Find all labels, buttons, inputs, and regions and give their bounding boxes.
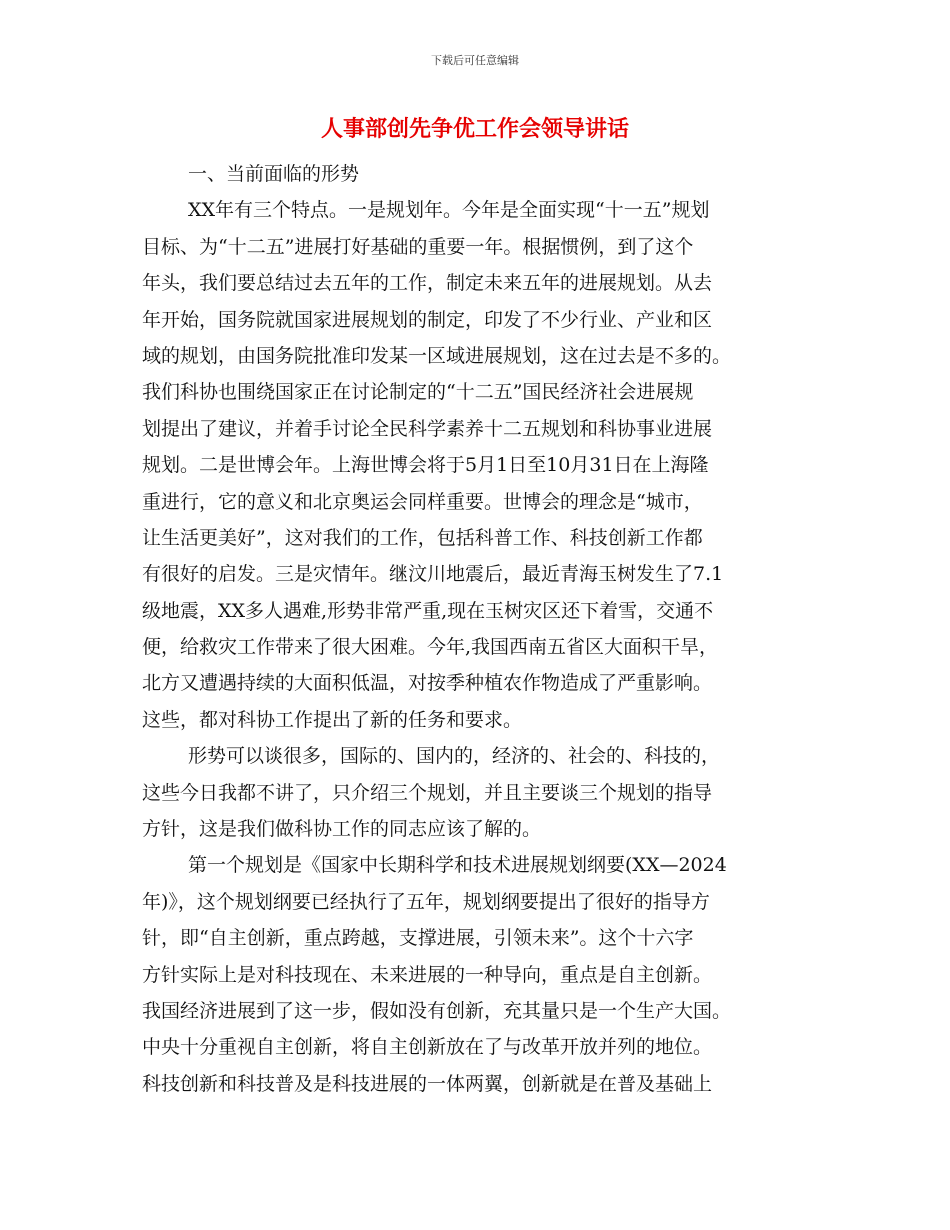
paragraph-line: 便，给救灾工作带来了很大困难。今年,我国西南五省区大面积干旱， xyxy=(142,636,719,659)
paragraph-line: 让生活更美好”，这对我们的工作，包括科普工作、科技创新工作都 xyxy=(142,526,703,549)
paragraph-line: 我国经济进展到了这一步，假如没有创新，充其量只是一个生产大国。 xyxy=(142,999,732,1022)
paragraph-line: 年开始，国务院就国家进展规划的制定，印发了不少行业、产业和区 xyxy=(142,308,713,331)
paragraph-line: 中央十分重视自主创新，将自主创新放在了与改革开放并列的地位。 xyxy=(142,1036,713,1059)
paragraph-line: 重进行，它的意义和北京奥运会同样重要。世博会的理念是“城市， xyxy=(142,490,703,513)
paragraph-line: 针，即“自主创新，重点跨越，支撑进展，引领未来”。这个十六字 xyxy=(142,927,694,950)
paragraph-line: 北方又遭遇持续的大面积低温，对按季种植农作物造成了严重影响。 xyxy=(142,672,713,695)
paragraph-line: 规划。二是世博会年。上海世博会将于5月1日至10月31日在上海隆 xyxy=(142,454,709,477)
paragraph-line: 目标、为“十二五”进展打好基础的重要一年。根据惯例，到了这个 xyxy=(142,235,694,258)
document-title: 人事部创先争优工作会领导讲话 xyxy=(320,116,629,142)
paragraph-line: 级地震，XX多人遇难,形势非常严重,现在玉树灾区还下着雪，交通不 xyxy=(142,599,714,622)
paragraph-line: XX年有三个特点。一是规划年。今年是全面实现“十一五”规划 xyxy=(188,199,710,222)
paragraph-line: 方针，这是我们做科协工作的同志应该了解的。 xyxy=(142,818,542,841)
paragraph-line: 我们科协也围绕国家正在讨论制定的“十二五”国民经济社会进展规 xyxy=(142,381,694,404)
paragraph-line: 这些今日我都不讲了，只介绍三个规划，并且主要谈三个规划的指导 xyxy=(142,781,713,804)
header-note: 下载后可任意编辑 xyxy=(431,54,519,67)
paragraph-line: 有很好的启发。三是灾情年。继汶川地震后，最近青海玉树发生了7.1 xyxy=(142,563,724,586)
paragraph-line: 方针实际上是对科技现在、未来进展的一种导向，重点是自主创新。 xyxy=(142,963,713,986)
paragraph-line: 第一个规划是《国家中长期科学和技术进展规划纲要(XX—2024 xyxy=(188,854,727,877)
paragraph-line: 域的规划，由国务院批准印发某一区域进展规划，这在过去是不多的。 xyxy=(142,344,732,367)
section-heading: 一、当前面临的形势 xyxy=(188,163,360,185)
paragraph-line: 年头，我们要总结过去五年的工作，制定未来五年的进展规划。从去 xyxy=(142,272,713,295)
paragraph-line: 这些，都对科协工作提出了新的任务和要求。 xyxy=(142,708,523,731)
paragraph-line: 年)》，这个规划纲要已经执行了五年，规划纲要提出了很好的指导方 xyxy=(142,890,710,913)
document-body xyxy=(142,156,806,1102)
paragraph-line: 划提出了建议，并着手讨论全民科学素养十二五规划和科协事业进展 xyxy=(142,417,713,440)
paragraph-line: 形势可以谈很多，国际的、国内的，经济的、社会的、科技的， xyxy=(188,745,721,768)
paragraph-line: 科技创新和科技普及是科技进展的一体两翼，创新就是在普及基础上 xyxy=(142,1072,713,1095)
